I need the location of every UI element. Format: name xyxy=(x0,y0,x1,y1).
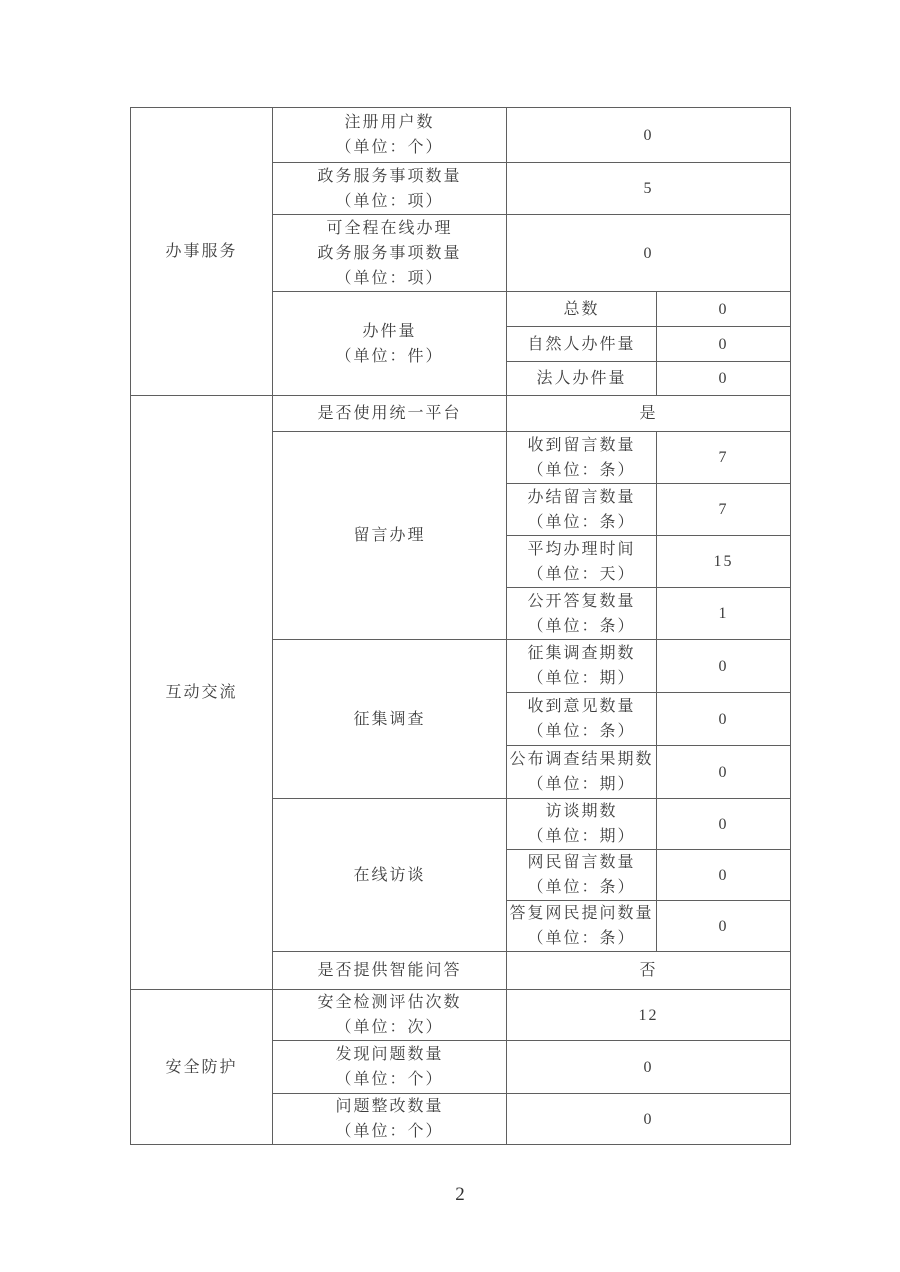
metric-label: 网民留言数量 xyxy=(527,854,636,871)
category-label: 办事服务 xyxy=(165,243,238,260)
cell-sublabel-msg-avg-time xyxy=(507,536,657,588)
report-table xyxy=(130,107,791,1145)
metric-label: 平均办理时间 xyxy=(527,540,636,558)
cell-sublabel-banjian-total: 总数 xyxy=(507,292,657,327)
cell-value-survey-opinions: 0 xyxy=(657,693,791,746)
cell-label-service-items xyxy=(273,163,507,215)
cell-value-registered-users: 0 xyxy=(507,108,791,163)
cell-value-interview-netizen-messages: 0 xyxy=(657,850,791,901)
metric-unit: （单位：次） xyxy=(335,1019,444,1036)
cell-label-problems-found xyxy=(273,1041,507,1094)
cell-label-smart-qa: 是否提供智能问答 xyxy=(273,952,507,990)
metric-label: 政务服务事项数量 xyxy=(317,167,462,185)
cell-label-unified-platform: 是否使用统一平台 xyxy=(273,396,507,432)
metric-label: 办结留言数量 xyxy=(527,488,636,506)
cell-value-banjian-natural: 0 xyxy=(657,327,791,362)
metric-label: 安全检测评估次数 xyxy=(317,994,462,1011)
cell-label-online-items xyxy=(273,215,507,292)
cell-sublabel-msg-received xyxy=(507,432,657,484)
table-row xyxy=(131,108,791,163)
metric-unit: （单位：条） xyxy=(527,513,636,531)
metric-label: 公开答复数量 xyxy=(527,592,636,610)
metric-label: 问题整改数量 xyxy=(335,1098,444,1115)
table-row xyxy=(131,990,791,1041)
cell-sublabel-survey-periods xyxy=(507,640,657,693)
metric-label: 公布调查结果期数 xyxy=(509,751,654,768)
cell-value-assessments: 12 xyxy=(507,990,791,1041)
cell-value-msg-public-replies: 1 xyxy=(657,588,791,640)
cell-value-problems-fixed: 0 xyxy=(507,1094,791,1145)
metric-unit: （单位：条） xyxy=(527,879,636,896)
cell-category-anquan xyxy=(131,990,273,1145)
cell-sublabel-survey-results xyxy=(507,746,657,799)
cell-sublabel-interview-netizen-messages xyxy=(507,850,657,901)
cell-value-service-items: 5 xyxy=(507,163,791,215)
cell-label-assessments xyxy=(273,990,507,1041)
metric-label: 政务服务事项数量 xyxy=(317,244,462,262)
cell-value-interview-periods: 0 xyxy=(657,799,791,850)
metric-unit: （单位：期） xyxy=(527,828,636,845)
metric-unit: （单位：条） xyxy=(527,461,636,479)
metric-unit: （单位：期） xyxy=(527,670,636,687)
category-label: 安全防护 xyxy=(165,1058,238,1076)
cell-category-banshi xyxy=(131,108,273,396)
metric-unit: （单位：件） xyxy=(335,347,444,365)
cell-sublabel-survey-opinions xyxy=(507,693,657,746)
metric-unit: （单位：个） xyxy=(335,1123,444,1140)
metric-unit: （单位：条） xyxy=(527,930,636,947)
metric-label: 可全程在线办理 xyxy=(326,219,453,237)
cell-label-problems-fixed xyxy=(273,1094,507,1145)
metric-unit: （单位：项） xyxy=(335,192,444,210)
cell-value-msg-completed: 7 xyxy=(657,484,791,536)
cell-sublabel-interview-replies xyxy=(507,901,657,952)
cell-label-survey: 征集调查 xyxy=(273,640,507,799)
cell-value-unified-platform: 是 xyxy=(507,396,791,432)
metric-label: 收到意见数量 xyxy=(527,698,636,715)
cell-label-interview: 在线访谈 xyxy=(273,799,507,952)
cell-value-banjian-legal: 0 xyxy=(657,362,791,396)
cell-sublabel-msg-public-replies xyxy=(507,588,657,640)
metric-label: 征集调查期数 xyxy=(527,645,636,662)
cell-category-hudong xyxy=(131,396,273,990)
metric-label: 访谈期数 xyxy=(545,803,618,820)
metric-unit: （单位：条） xyxy=(527,617,636,635)
metric-unit: （单位：个） xyxy=(335,139,444,156)
category-label: 互动交流 xyxy=(165,684,238,701)
cell-label-message-handling: 留言办理 xyxy=(273,432,507,640)
cell-value-survey-results: 0 xyxy=(657,746,791,799)
cell-sublabel-banjian-legal: 法人办件量 xyxy=(507,362,657,396)
metric-label: 办件量 xyxy=(362,322,417,340)
cell-sublabel-interview-periods xyxy=(507,799,657,850)
cell-label-banjian xyxy=(273,292,507,396)
metric-unit: （单位：条） xyxy=(527,723,636,740)
metric-unit: （单位：期） xyxy=(527,776,636,793)
cell-value-problems-found: 0 xyxy=(507,1041,791,1094)
cell-value-banjian-total: 0 xyxy=(657,292,791,327)
page-number: 2 xyxy=(455,1184,465,1205)
metric-label: 注册用户数 xyxy=(344,114,435,131)
cell-value-smart-qa: 否 xyxy=(507,952,791,990)
metric-unit: （单位：个） xyxy=(335,1071,444,1088)
table-row xyxy=(131,396,791,432)
cell-value-msg-avg-time: 15 xyxy=(657,536,791,588)
cell-sublabel-msg-completed xyxy=(507,484,657,536)
cell-value-online-items: 0 xyxy=(507,215,791,292)
metric-unit: （单位：天） xyxy=(527,565,636,583)
cell-value-msg-received: 7 xyxy=(657,432,791,484)
metric-unit: （单位：项） xyxy=(335,269,444,287)
cell-value-survey-periods: 0 xyxy=(657,640,791,693)
metric-label: 答复网民提问数量 xyxy=(509,905,654,922)
cell-sublabel-banjian-natural: 自然人办件量 xyxy=(507,327,657,362)
cell-label-registered-users xyxy=(273,108,507,163)
metric-label: 发现问题数量 xyxy=(335,1046,444,1063)
metric-label: 收到留言数量 xyxy=(527,436,636,454)
cell-value-interview-replies: 0 xyxy=(657,901,791,952)
